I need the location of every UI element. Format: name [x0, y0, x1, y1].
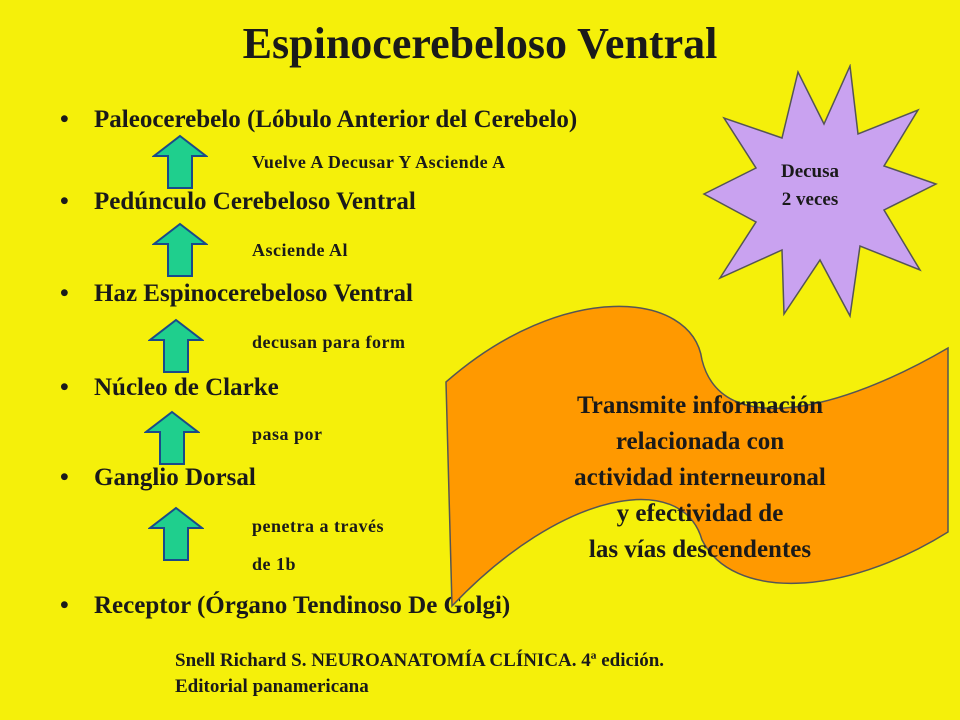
bullet-dot: •	[60, 280, 69, 307]
bullet-haz	[60, 280, 413, 308]
flag-line: y efectividad de	[616, 500, 784, 527]
bullet-label: Receptor (Órgano Tendinoso De Golgi)	[94, 592, 511, 619]
step-label: de 1b	[252, 554, 297, 574]
up-arrow-icon	[148, 318, 204, 374]
bullet-dot: •	[60, 374, 69, 401]
bullet-label: Paleocerebelo (Lóbulo Anterior del Cerebelo)	[94, 106, 578, 133]
bullet-label: Pedúnculo Cerebeloso Ventral	[94, 188, 416, 215]
bullet-label: Ganglio Dorsal	[94, 464, 256, 491]
step-label: Asciende Al	[252, 240, 349, 260]
bullet-label: Haz Espinocerebeloso Ventral	[94, 280, 413, 307]
up-arrow-icon	[148, 506, 204, 562]
citation	[175, 648, 664, 700]
bullet-pedunculo	[60, 188, 416, 216]
up-arrow-icon	[152, 222, 208, 278]
bullet-dot: •	[60, 592, 69, 619]
star-label	[740, 158, 880, 214]
up-arrow-icon	[144, 410, 200, 466]
bullet-label: Núcleo de Clarke	[94, 374, 279, 401]
flag-label	[510, 388, 890, 568]
bullet-ganglio	[60, 464, 256, 492]
star-line: 2 veces	[781, 189, 839, 210]
bullet-dot: •	[60, 106, 69, 133]
bullet-dot: •	[60, 188, 69, 215]
slide-title: Espinocerebeloso Ventral	[242, 19, 718, 68]
up-arrow-icon	[152, 134, 208, 190]
bullet-paleocerebelo	[60, 106, 577, 134]
step-label: decusan para form	[252, 332, 406, 352]
step-label: pasa por	[252, 424, 323, 444]
flag-line: Transmite información	[576, 392, 824, 419]
flag-line: las vías descendentes	[588, 536, 812, 563]
bullet-dot: •	[60, 464, 69, 491]
star-line: Decusa	[780, 161, 840, 182]
flag-line: actividad interneuronal	[574, 464, 826, 491]
bullet-nucleo	[60, 374, 279, 402]
step-label: Vuelve A Decusar Y Asciende A	[252, 152, 506, 172]
citation-line: Editorial panamericana	[175, 676, 369, 697]
flag-line: relacionada con	[615, 428, 785, 455]
step-label: penetra a través	[252, 516, 384, 536]
citation-line: Snell Richard S. NEUROANATOMÍA CLÍNICA. 4ª edición.	[175, 650, 665, 671]
